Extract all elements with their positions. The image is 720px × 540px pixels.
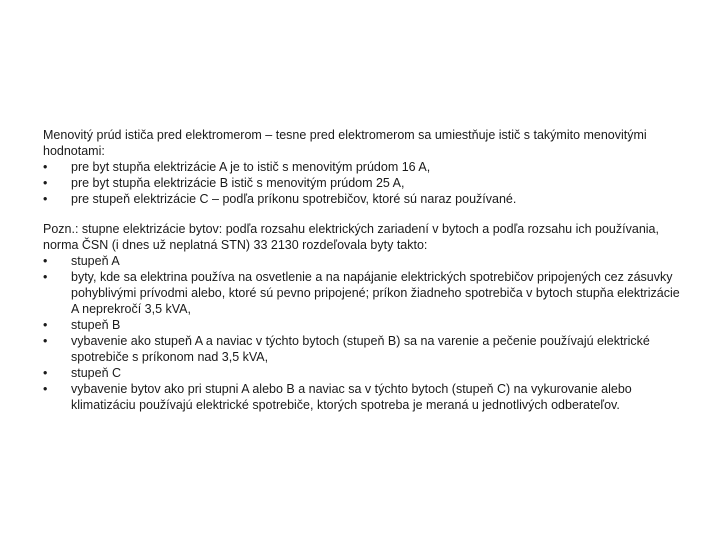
- bullet-icon: •: [43, 366, 48, 380]
- list-item: • pre stupeň elektrizácie C – podľa príkonu spotrebičov, ktoré sú naraz používané.: [43, 192, 517, 206]
- list-item: • stupeň B: [43, 318, 121, 332]
- bullet-icon: •: [43, 334, 48, 348]
- list-item: • vybavenie ako stupeň A a naviac v týchto bytoch (stupeň B) sa na varenie a pečenie používajú elektrické spotrebiče s príkonom nad 3,5 kVA,: [43, 334, 650, 364]
- list-item: • vybavenie bytov ako pri stupni A alebo B a naviac sa v týchto bytoch (stupeň C) na vykurovanie alebo klimatizáciu používajú elektrické spotrebiče, ktorých spotreba je meraná u jednotlivých odberateľov.: [43, 382, 632, 412]
- bullet-icon: •: [43, 270, 48, 284]
- spacer: [43, 207, 683, 221]
- section2-list: [43, 253, 683, 413]
- bullet-icon: •: [43, 160, 48, 174]
- bullet-icon: •: [43, 382, 48, 396]
- bullet-icon: •: [43, 254, 48, 268]
- text-block: [43, 127, 683, 413]
- bullet-icon: •: [43, 192, 48, 206]
- list-item: • pre byt stupňa elektrizácie B istič s menovitým prúdom 25 A,: [43, 176, 405, 190]
- bullet-icon: •: [43, 176, 48, 190]
- list-item: • pre byt stupňa elektrizácie A je to istič s menovitým prúdom 16 A,: [43, 160, 431, 174]
- section1-intro: Menovitý prúd ističa pred elektromerom – tesne pred elektromerom sa umiestňuje istič s takýmito menovitými hodnotami:: [43, 128, 647, 158]
- list-item: • stupeň C: [43, 366, 122, 380]
- section2-intro: Pozn.: stupne elektrizácie bytov: podľa rozsahu elektrických zariadení v bytoch a podľa rozsahu ich používania, norma ČSN (i dnes už neplatná STN) 33 2130 rozdeľovala byty takto:: [43, 222, 659, 252]
- list-item: • byty, kde sa elektrina používa na osvetlenie a na napájanie elektrických spotrebičov pripojených cez zásuvky pohyblivými prívodmi alebo, ktoré sú pevno pripojené; príkon žiadneho spotrebiča v bytoch stupňa elektrizácie A neprekročí 3,5 kVA,: [43, 270, 680, 316]
- section1-list: [43, 159, 683, 207]
- bullet-icon: •: [43, 318, 48, 332]
- list-item: • stupeň A: [43, 254, 120, 268]
